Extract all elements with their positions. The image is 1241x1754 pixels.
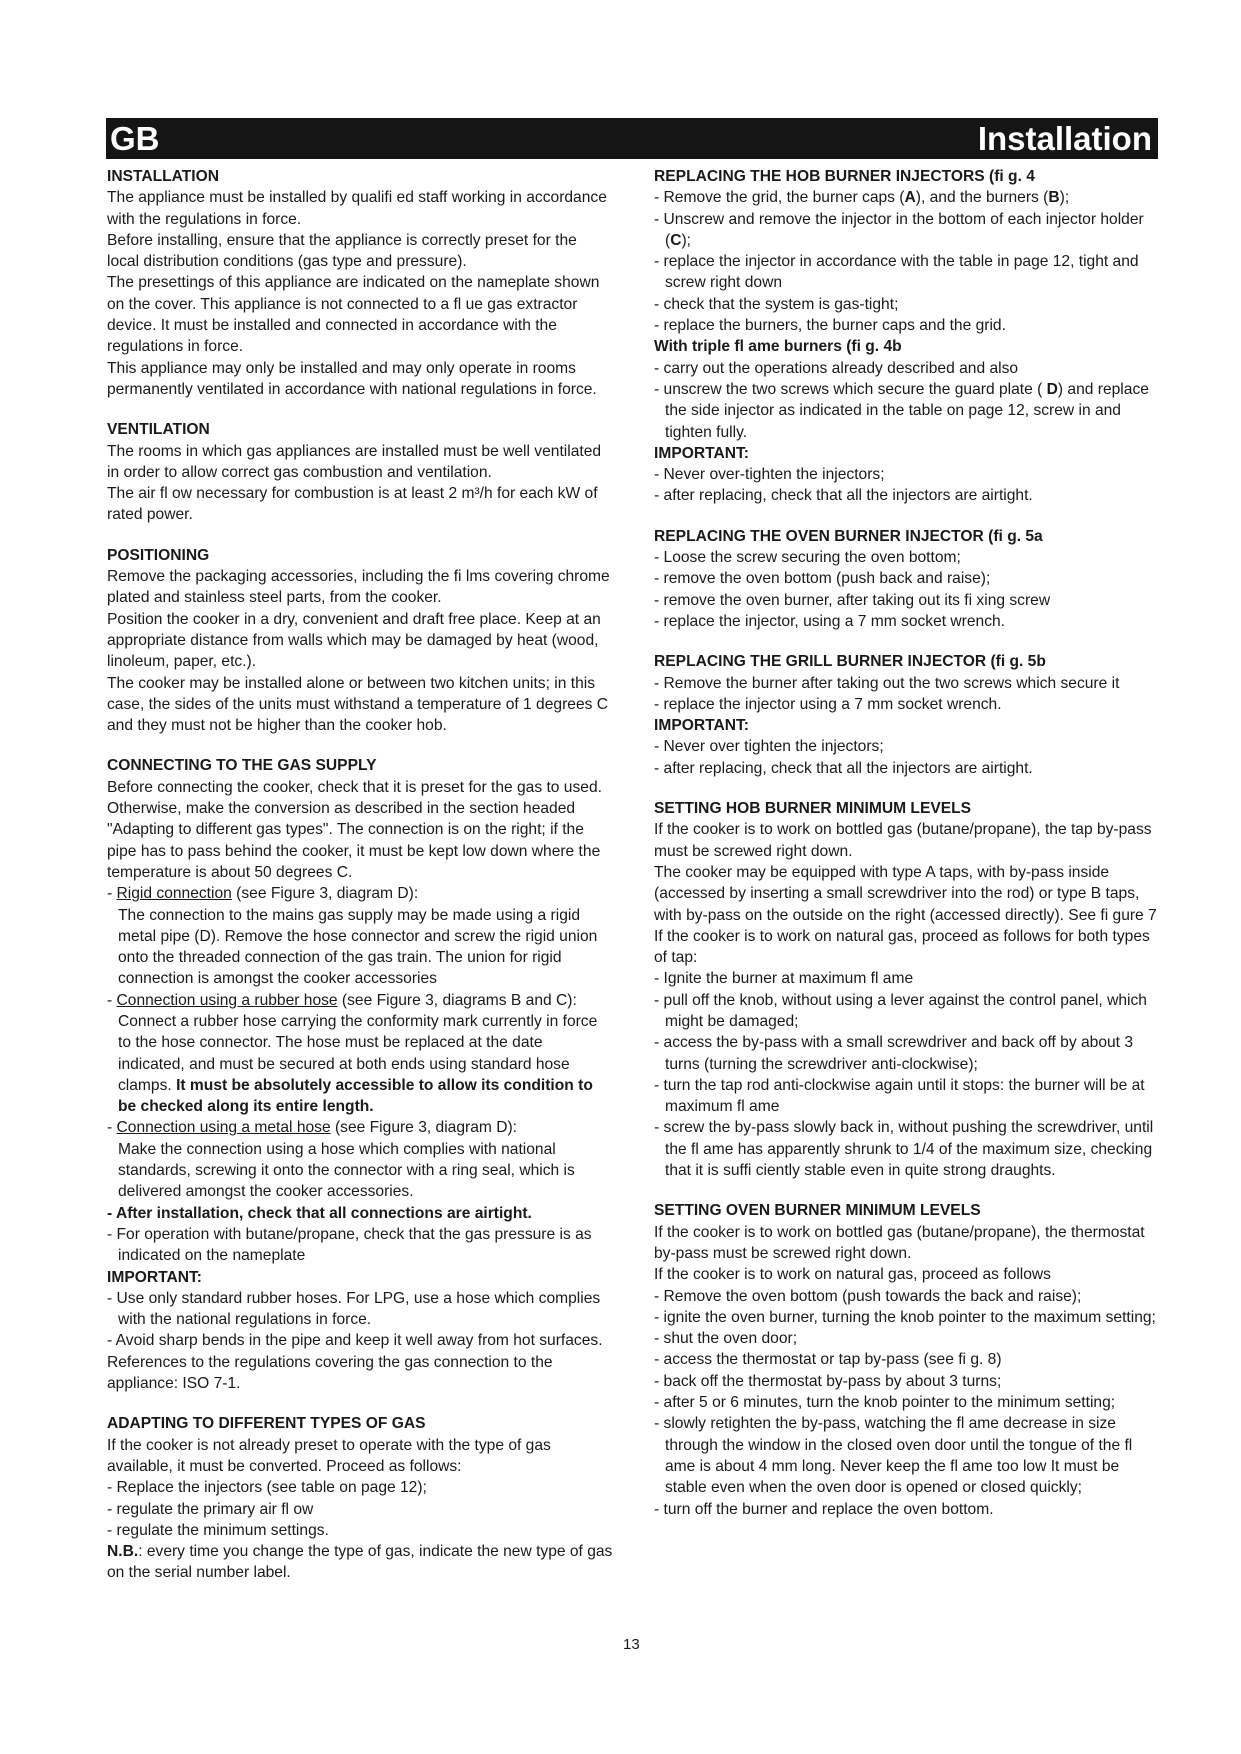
list-item: - after replacing, check that all the injectors are airtight. [654,759,1033,777]
paragraph: Remove the packaging accessories, including the fi lms covering chrome plated and stainless steel parts, from the cooker. [107,568,610,607]
list-item: - Never over-tighten the injectors; [654,466,885,484]
paragraph: The appliance must be installed by qualifi ed staff working in accordance with the regulations in force. [107,189,607,228]
list-item: - For operation with butane/propane, check that the gas pressure is as indicated on the nameplate [107,1225,592,1265]
list-item: - pull off the knob, without using a lever against the control panel, which might be damaged; [654,991,1147,1030]
list-item: - Avoid sharp bends in the pipe and keep it well away from hot surfaces. [107,1332,603,1350]
important-label: IMPORTANT: [654,717,749,735]
heading-hob-injectors: REPLACING THE HOB BURNER INJECTORS (fi g. 4 [654,168,1035,185]
list-item: - after 5 or 6 minutes, turn the knob pointer to the minimum setting; [654,1394,1116,1412]
list-item: - carry out the operations already described and also [654,359,1019,377]
list-item: - Replace the injectors (see table on page 12); [107,1479,427,1497]
list-item: - screw the by-pass slowly back in, without pushing the screwdriver, until the fl ame has apparently shrunk to 1/4 of the maximum size, checking that it is suffi ciently stable even in quite strong draughts. [654,1119,1154,1180]
list-item: - replace the injector, using a 7 mm socket wrench. [654,612,1006,630]
heading-hob-minimum: SETTING HOB BURNER MINIMUM LEVELS [654,800,972,818]
list-item: - Remove the burner after taking out the two screws which secure it [654,674,1120,692]
list-item: - Rigid connection (see Figure 3, diagram D): [107,885,419,903]
list-item: - regulate the minimum settings. [107,1521,329,1539]
list-item: - turn the tap rod anti-clockwise again until it stops: the burner will be at maximum fl ame [654,1076,1145,1116]
list-item: - ignite the oven burner, turning the knob pointer to the maximum setting; [654,1308,1156,1326]
list-item: - Connection using a rubber hose (see Figure 3, diagrams B and C): [107,991,577,1009]
heading-positioning: POSITIONING [107,546,210,564]
right-column [654,166,1160,1520]
list-item: - access the thermostat or tap by-pass (see fi g. 8) [654,1351,1002,1369]
list-item: - Ignite the burner at maximum fl ame [654,970,914,988]
subheading-triple: With triple fl ame burners (fi g. 4b [654,338,902,356]
paragraph: Before installing, ensure that the appliance is correctly preset for the local distribution conditions (gas type and pressure). [107,231,577,271]
important-label: IMPORTANT: [654,444,749,462]
heading-oven-minimum: SETTING OVEN BURNER MINIMUM LEVELS [654,1202,981,1220]
list-item: - Remove the oven bottom (push towards the back and raise); [654,1287,1082,1305]
paragraph: If the cooker is to work on bottled gas (butane/propane), the thermostat by-pass must be screwed right down. [654,1223,1145,1262]
heading-grill-injector: REPLACING THE GRILL BURNER INJECTOR (fi g. 5b [654,653,1046,671]
list-item: - replace the burners, the burner caps and the grid. [654,317,1006,335]
heading-ventilation: VENTILATION [107,421,210,439]
paragraph: If the cooker is to work on natural gas, proceed as follows for both types of tap: [654,927,1150,967]
page-number: 13 [623,1636,640,1653]
page-header [106,118,1158,159]
list-item: - turn off the burner and replace the oven bottom. [654,1500,994,1518]
paragraph: Connect a rubber hose carrying the conformity mark currently in force to the hose connector. The hose must be replaced at the date indicated, and must be secured at both ends using standard hose clamps. It must be absolutely accessible to allow its condition to be checked along its entire length. [118,1012,598,1116]
list-item: - Remove the grid, the burner caps (A), and the burners (B); [654,189,1070,207]
list-item: - unscrew the two screws which secure the guard plate ( D) and replace the side injector as indicated in the table on page 12, screw in and tighten fully. [654,380,1149,441]
paragraph: The rooms in which gas appliances are installed must be well ventilated in order to allow correct gas combustion and ventilation. [107,442,602,481]
heading-installation: INSTALLATION [107,168,220,185]
important-label: IMPORTANT: [107,1268,202,1286]
list-item: - Loose the screw securing the oven bottom; [654,549,961,567]
paragraph: The connection to the mains gas supply may be made using a rigid metal pipe (D). Remove the hose connector and screw the rigid union onto the threaded connection of the gas train. The union for rigid connection is amongst the cooker accessories [118,906,598,988]
left-column [107,166,613,1584]
paragraph: The cooker may be installed alone or between two kitchen units; in this case, the sides of the units must withstand a temperature of 1 degrees C and they must not be higher than the cooker hob. [107,674,609,735]
list-item: - remove the oven burner, after taking out its fi xing screw [654,591,1051,609]
paragraph: If the cooker is to work on bottled gas (butane/propane), the tap by-pass must be screwed right down. [654,821,1152,860]
list-item: - Connection using a metal hose (see Figure 3, diagram D): [107,1119,517,1137]
paragraph: This appliance may only be installed and may only operate in rooms permanently ventilated in accordance with national regulations in force. [107,359,597,398]
list-item: - shut the oven door; [654,1330,798,1348]
paragraph: If the cooker is not already preset to operate with the type of gas available, it must be converted. Proceed as follows: [107,1436,551,1475]
list-item: - regulate the primary air fl ow [107,1500,314,1518]
paragraph: The presettings of this appliance are indicated on the nameplate shown on the cover. This appliance is not connected to a fl ue gas extractor device. It must be installed and connected in accordance with the regulations in force. [107,274,600,356]
language-code: GB [110,120,160,157]
list-item: - replace the injector using a 7 mm socket wrench. [654,695,1002,713]
list-item: - access the by-pass with a small screwdriver and back off by about 3 turns (turning the screwdriver anti-clockwise); [654,1034,1134,1073]
paragraph: If the cooker is to work on natural gas, proceed as follows [654,1266,1051,1284]
list-item: - after replacing, check that all the injectors are airtight. [654,487,1033,505]
note: N.B.: every time you change the type of gas, indicate the new type of gas on the serial number label. [107,1543,613,1582]
list-item: - slowly retighten the by-pass, watching the fl ame decrease in size through the window in the closed oven door until the tongue of the fl ame is about 4 mm long. Never keep the fl ame too low It must be stable even when the oven door is opened or closed quickly; [654,1415,1133,1497]
paragraph: Make the connection using a hose which complies with national standards, screwing it onto the connector with a ring seal, which is delivered amongst the cooker accessories. [118,1140,575,1201]
list-item: - check that the system is gas-tight; [654,295,899,313]
paragraph: Position the cooker in a dry, convenient and draft free place. Keep at an appropriate distance from walls which may be damaged by heat (wood, linoleum, paper, etc.). [107,610,601,671]
list-item: - back off the thermostat by-pass by about 3 turns; [654,1372,1002,1390]
heading-adapting: ADAPTING TO DIFFERENT TYPES OF GAS [107,1415,426,1433]
paragraph: Before connecting the cooker, check that it is preset for the gas to used. Otherwise, make the conversion as described in the section headed "Adapting to different gas types". The connection is on the right; if the pipe has to pass behind the cooker, it must be kept low down where the temperature is about 50 degrees C. [107,778,602,881]
rubber-hose-link: Connection using a rubber hose [116,991,338,1009]
list-item: - remove the oven bottom (push back and raise); [654,570,991,588]
rigid-connection-link: Rigid connection [116,885,232,903]
list-item: - Never over tighten the injectors; [654,738,884,756]
heading-gas-supply: CONNECTING TO THE GAS SUPPLY [107,757,377,775]
list-item: - Use only standard rubber hoses. For LPG, use a hose which complies with the national regulations in force. [107,1289,601,1329]
list-item: - After installation, check that all connections are airtight. [107,1204,532,1222]
section-title: Installation [977,120,1152,157]
list-item: - Unscrew and remove the injector in the bottom of each injector holder (C); [654,210,1144,249]
heading-oven-injector: REPLACING THE OVEN BURNER INJECTOR (fi g. 5a [654,527,1043,545]
list-item: - replace the injector in accordance with the table in page 12, tight and screw right down [654,253,1139,292]
metal-hose-link: Connection using a metal hose [116,1119,331,1137]
paragraph: The air fl ow necessary for combustion is at least 2 m³/h for each kW of rated power. [107,485,598,524]
paragraph: References to the regulations covering the gas connection to the appliance: ISO 7-1. [107,1353,553,1393]
paragraph: The cooker may be equipped with type A taps, with by-pass inside (accessed by inserting a small screwdriver into the rod) or type B taps, with by-pass on the outside on the right (accessed directly). See fi gure 7 [654,863,1157,924]
